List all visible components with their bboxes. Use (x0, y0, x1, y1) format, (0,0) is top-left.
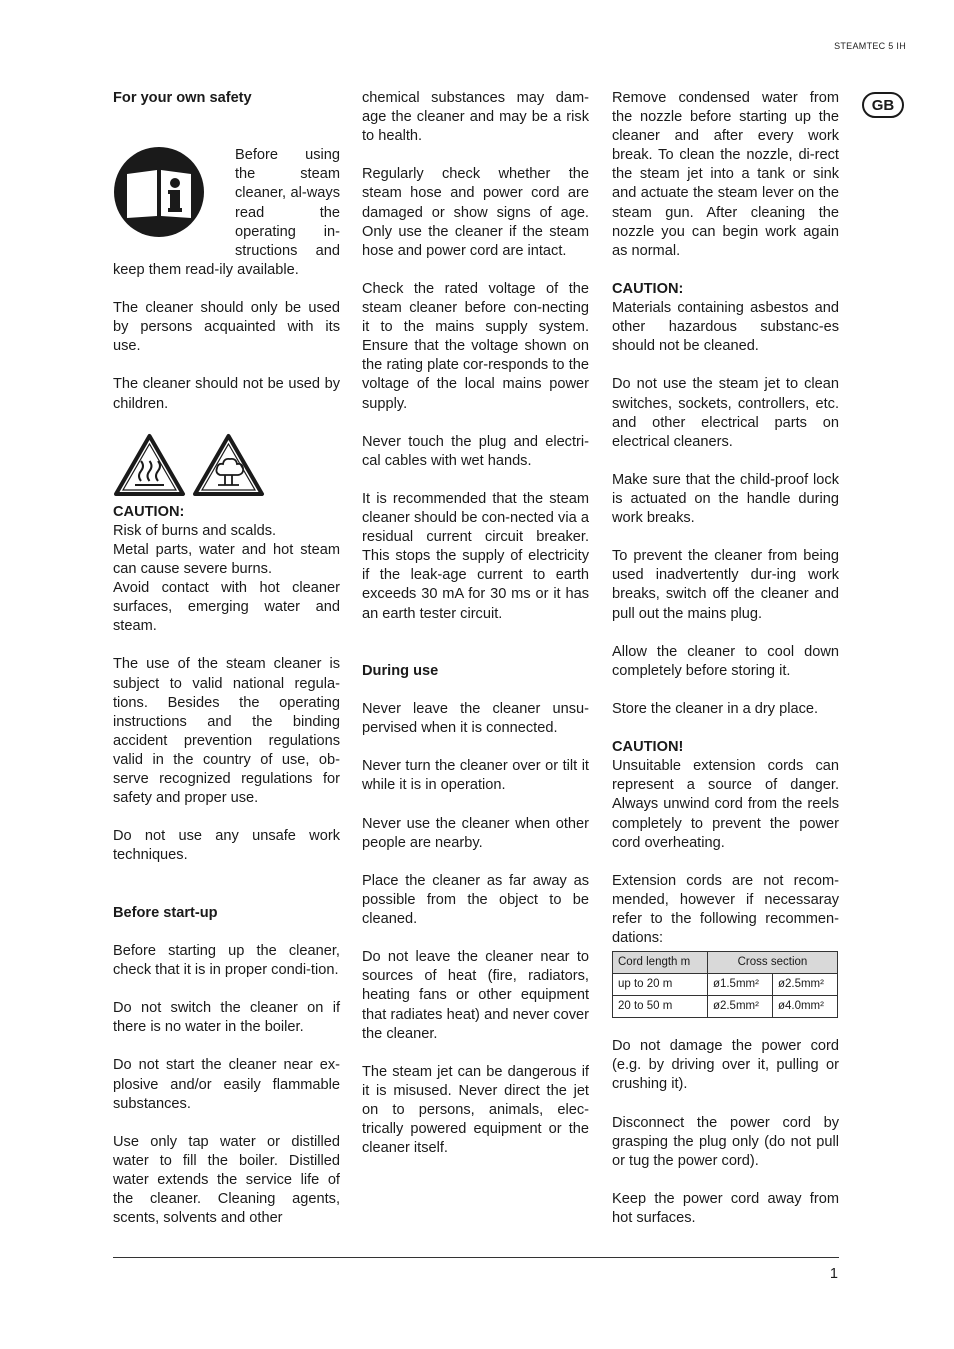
paragraph-read-instructions: Before using the steam cleaner, al-ways read the operating in-structions and keep them read-ily available. (113, 147, 340, 278)
table-header-cord-length: Cord length m (613, 952, 708, 974)
table-cell-length: 20 to 50 m (613, 996, 708, 1018)
paragraph-switches: Do not use the steam jet to clean switches, sockets, controllers, etc. and other electrical parts on electrical cleaners. (612, 376, 839, 450)
paragraph-tap-water: Use only tap water or distilled water to fill the boiler. Distilled water extends the service life of the cleaner. Cleaning agents, scents, solvents and other (113, 1133, 340, 1227)
table-cell-length: up to 20 m (613, 974, 708, 996)
column-3 (612, 89, 839, 1247)
document-model-header: STEAMTEC 5 IH (834, 41, 906, 51)
caution-burns-text: Risk of burns and scalds. (113, 522, 277, 539)
caution-extension-text: Unsuitable extension cords can represent a source of danger. Always unwind cord from the reels completely to prevent the power cord overheating. (612, 758, 839, 851)
paragraph-steam-jet: The steam jet can be dangerous if it is misused. Never direct the jet on to persons, animals, elec-trically powered equipment or the cleaner itself. (362, 1063, 589, 1157)
extension-cord-table (612, 951, 838, 1018)
caution-asbestos-text: Materials containing asbestos and other hazardous substanc-es should not be cleaned. (612, 300, 839, 355)
column-1 (113, 89, 340, 1247)
hot-surface-warning-icon (113, 433, 186, 497)
caution-label-asbestos: CAUTION: (612, 280, 684, 297)
paragraph-check-condition: Before starting up the cleaner, check that it is in proper condi-tion. (113, 942, 340, 978)
paragraph-extension-cords: Extension cords are not recom-mended, however if necessaray refer to the following recommen-dations: (612, 872, 839, 947)
paragraph-explosive-substances: Do not start the cleaner near ex-plosive and/or easily flammable substances. (113, 1057, 340, 1112)
read-manual-icon (113, 146, 205, 238)
table-cell-section-a: ø1.5mm² (707, 974, 772, 996)
paragraph-residual-current: It is recommended that the steam cleaner should be con-nected via a residual current circuit breaker. This stops the supply of electricity if the leak-age current to earth exceeds 30 mA for 30 ms or it has an earth tester circuit. (362, 490, 589, 622)
paragraph-children: The cleaner should not be used by children. (113, 376, 340, 412)
table-row (613, 996, 838, 1018)
page-number: 1 (829, 1266, 838, 1282)
paragraph-heat-sources: Do not leave the cleaner near to sources of heat (fire, radiators, heating fans or other equipment that radiates heat) and never cover the cleaner. (362, 949, 589, 1042)
caution-avoid-contact-text: Avoid contact with hot cleaner surfaces, emerging water and steam. (113, 580, 340, 635)
heading-own-safety: For your own safety (113, 90, 252, 106)
footer-divider (113, 1257, 839, 1258)
paragraph-power-cord-damage: Do not damage the power cord (e.g. by driving over it, pulling or crushing it). (612, 1038, 839, 1093)
paragraph-cool-down: Allow the cleaner to cool down completely before storing it. (612, 643, 839, 679)
table-header-cross-section: Cross section (707, 952, 837, 974)
paragraph-chemical-substances: chemical substances may dam-age the cleaner and may be a risk to health. (362, 90, 589, 145)
paragraph-national-regulations: The use of the steam cleaner is subject to valid national regula-tions. Besides the operating instructions and the binding accident prevention regulations valid in the country of use, ob-serve recognized regulations for safety and proper use. (113, 656, 340, 807)
caution-metal-parts-text: Metal parts, water and hot steam can cause severe burns. (113, 541, 340, 577)
hot-steam-warning-icon (192, 433, 265, 497)
heading-during-use: During use (362, 662, 439, 679)
paragraph-turn-over: Never turn the cleaner over or tilt it while it is in operation. (362, 758, 589, 794)
paragraph-other-people: Never use the cleaner when other people are nearby. (362, 815, 589, 851)
table-cell-section-a: ø2.5mm² (707, 996, 772, 1018)
paragraph-child-proof: Make sure that the child-proof lock is actuated on the handle during work breaks. (612, 471, 839, 527)
paragraph-disconnect: Disconnect the power cord by grasping the plug only (do not pull or tug the power cord). (612, 1114, 839, 1169)
paragraph-acquainted-persons: The cleaner should only be used by persons acquainted with its use. (113, 300, 340, 355)
table-cell-section-b: ø2.5mm² (772, 974, 837, 996)
table-cell-section-b: ø4.0mm² (772, 996, 837, 1018)
paragraph-check-hose: Regularly check whether the steam hose and power cord are damaged or show signs of age. Only use the cleaner if the steam hose and power cord are intact. (362, 166, 589, 259)
paragraph-dry-place: Store the cleaner in a dry place. (612, 701, 819, 717)
paragraph-condensed-water: Remove condensed water from the nozzle before starting up the cleaner and after every work break. To clean the nozzle, di-rect the steam jet into a tank or sink and actuate the steam lever on the steam gun. After cleaning the nozzle you can begin work again as normal. (612, 90, 839, 259)
heading-before-startup: Before start-up (113, 904, 218, 921)
paragraph-wet-hands: Never touch the plug and electri-cal cables with wet hands. (362, 433, 589, 469)
paragraph-rated-voltage: Check the rated voltage of the steam cleaner before con-necting it to the mains supply system. Ensure that the voltage shown on the rating plate cor-responds to the voltage of the local mains power supply. (362, 280, 589, 412)
paragraph-far-away: Place the cleaner as far away as possible from the object to be cleaned. (362, 872, 589, 928)
table-header-row (613, 952, 838, 974)
table-row (613, 974, 838, 996)
paragraph-unsupervised: Never leave the cleaner unsu-pervised when it is connected. (362, 701, 589, 737)
paragraph-inadvertent-use: To prevent the cleaner from being used inadvertently dur-ing work breaks, switch off the cleaner and pull out the mains plug. (612, 548, 839, 622)
language-badge: GB (862, 92, 904, 118)
warning-symbols (113, 433, 340, 497)
caution-label-extension: CAUTION! (612, 739, 684, 756)
paragraph-no-water: Do not switch the cleaner on if there is no water in the boiler. (113, 1000, 340, 1036)
caution-label-burns: CAUTION: (113, 503, 185, 520)
paragraph-unsafe-techniques: Do not use any unsafe work techniques. (113, 828, 340, 864)
column-2 (362, 89, 589, 1177)
paragraph-keep-away: Keep the power cord away from hot surfaces. (612, 1190, 839, 1227)
